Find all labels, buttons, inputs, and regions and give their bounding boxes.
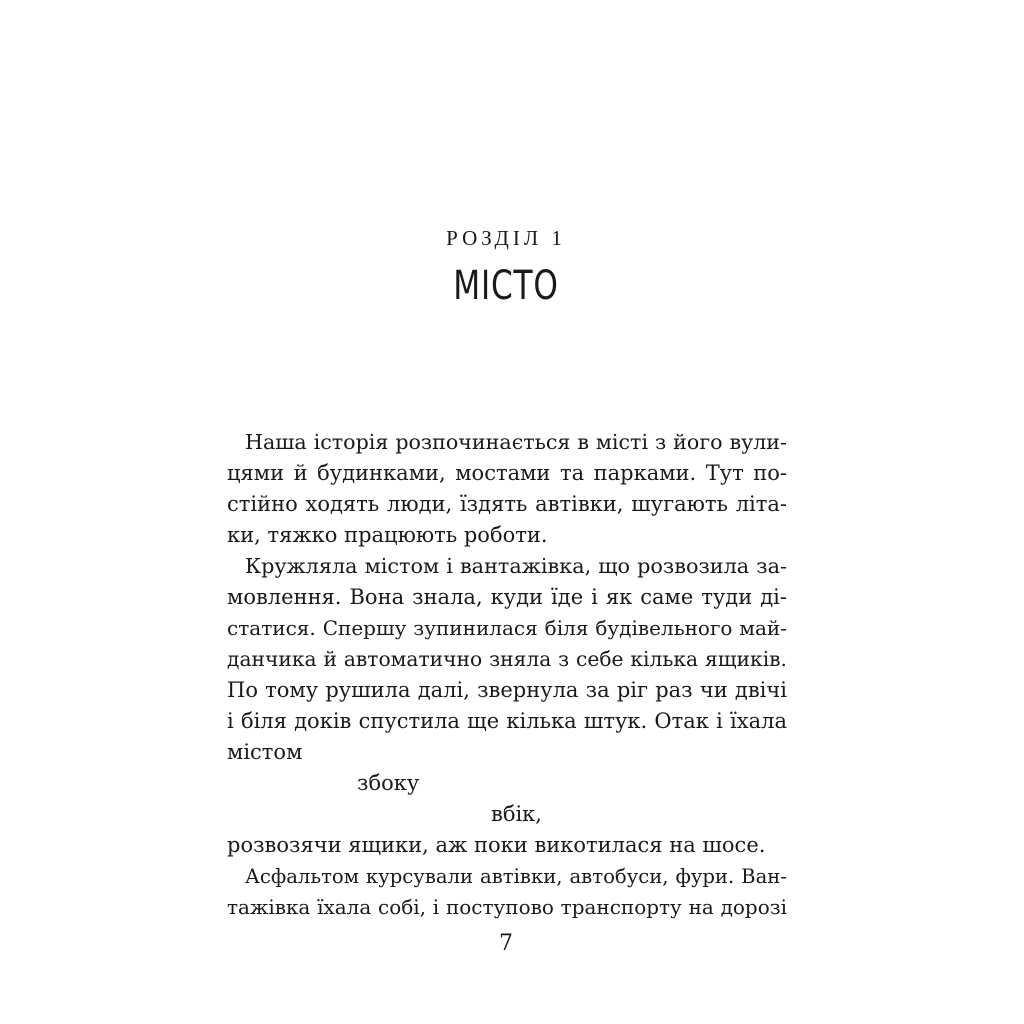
text-line: вбік, — [491, 802, 542, 826]
text-line: стійно ходять люди, їздять автівки, шугають літа- — [227, 492, 787, 516]
text-line: і біля доків спустила ще кілька штук. Отак і їхала — [227, 709, 787, 733]
text-line: збоку — [357, 771, 420, 795]
text-line: цями й будинками, мостами та парками. Тут по- — [227, 461, 787, 485]
text-line: Кружляла містом і вантажівка, що розвозила за- — [245, 554, 787, 578]
text-line: данчика й автоматично зняла з себе кілька ящиків. — [227, 647, 787, 671]
text-line: мовлення. Вона знала, куди їде і як саме туди ді- — [227, 585, 787, 609]
text-line: ки, тяжко працюють роботи. — [227, 523, 548, 547]
text-line: розвозячи ящики, аж поки викотилася на шосе. — [227, 833, 766, 857]
text-line: тажівка їхала собі, і поступово транспорту на дорозі — [227, 895, 787, 919]
text-line: статися. Спершу зупинилася біля будівельного май- — [227, 616, 787, 640]
text-line: По тому рушила далі, звернула за ріг раз чи двічі — [227, 678, 787, 702]
chapter-title: МІСТО — [453, 263, 559, 309]
text-line: Асфальтом курсували автівки, автобуси, фури. Ван- — [245, 865, 787, 888]
page-number: 7 — [499, 931, 513, 956]
text-line: містом — [227, 740, 303, 764]
body-text — [227, 427, 787, 923]
text-line: Наша історія розпочинається в місті з його вули- — [245, 430, 787, 454]
chapter-label: РОЗДІЛ 1 — [446, 226, 566, 250]
